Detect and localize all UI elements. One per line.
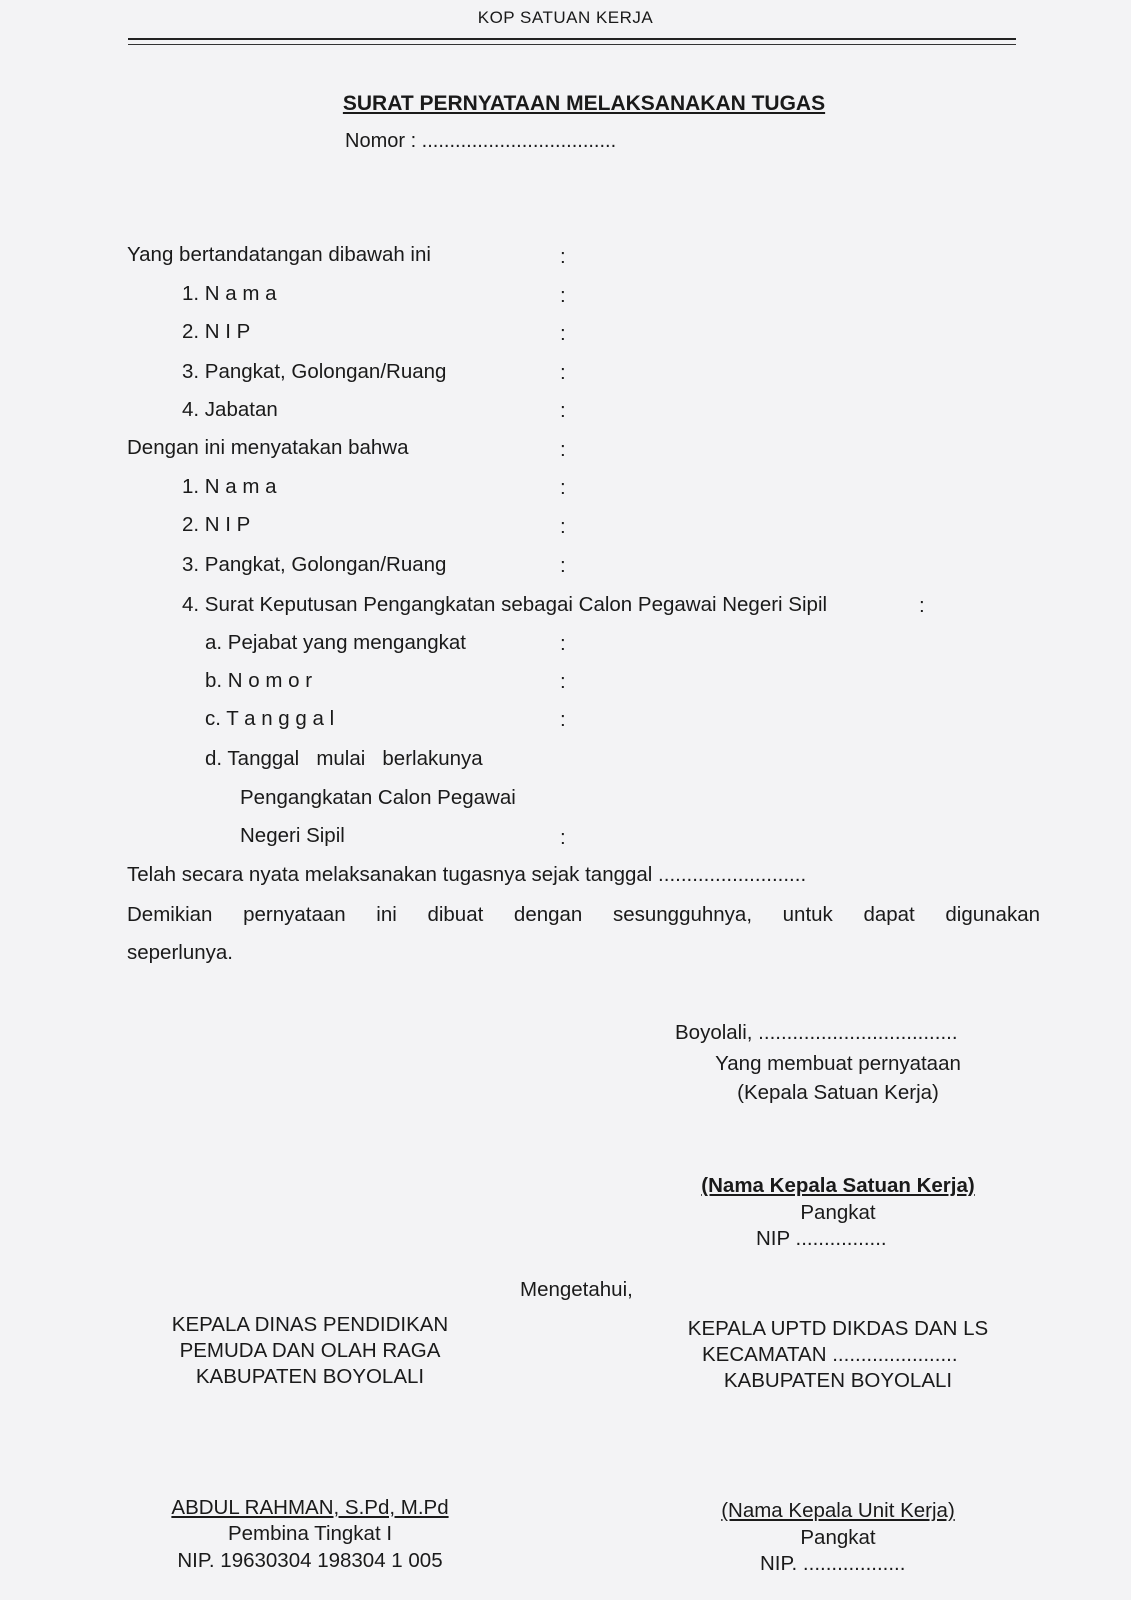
letterhead-rule-thin (128, 44, 1016, 45)
section2-item-nip: 2. N I P (182, 513, 251, 536)
sub-item-start-date: d. Tanggal mulai berlakunya (205, 747, 483, 770)
signer-nip: NIP ................ (756, 1227, 887, 1250)
acknowledged-label: Mengetahui, (520, 1278, 633, 1301)
left-official-line1: KEPALA DINAS PENDIDIKAN (171, 1313, 449, 1336)
colon: : (560, 632, 566, 655)
document-number: Nomor : ................................... (345, 130, 617, 152)
colon: : (560, 361, 566, 384)
signer-role2: (Kepala Satuan Kerja) (737, 1081, 939, 1104)
colon: : (560, 826, 566, 849)
right-official-rank: Pangkat (800, 1526, 876, 1549)
sub-item-start-date-line3: Negeri Sipil (240, 824, 345, 847)
colon: : (560, 554, 566, 577)
statement-text: Telah secara nyata melaksanakan tugasnya sejak tanggal .......................... (127, 863, 807, 886)
colon: : (560, 515, 566, 538)
colon: : (560, 284, 566, 307)
closing-line2: seperlunya. (127, 941, 233, 964)
sub-item-start-date-line2: Pengangkatan Calon Pegawai (240, 786, 516, 809)
sub-item-number: b. N o m o r (205, 669, 313, 692)
left-official-line3: KABUPATEN BOYOLALI (195, 1365, 425, 1388)
section2-item-rank: 3. Pangkat, Golongan/Ruang (182, 553, 447, 576)
section1-item-nip: 2. N I P (182, 320, 251, 343)
left-official-nip: NIP. 19630304 198304 1 005 (177, 1549, 443, 1572)
document-title: SURAT PERNYATAAN MELAKSANAKAN TUGAS (342, 92, 826, 115)
letterhead-rule-thick (128, 38, 1016, 40)
closing-line1: Demikian pernyataan ini dibuat dengan sesungguhnya, untuk dapat digunakan (127, 903, 1040, 926)
colon: : (560, 708, 566, 731)
signer-rank: Pangkat (800, 1201, 876, 1224)
colon: : (560, 245, 566, 268)
signer-role1: Yang membuat pernyataan (715, 1052, 961, 1075)
left-official-rank: Pembina Tingkat I (227, 1522, 393, 1545)
letterhead-text: KOP SATUAN KERJA (477, 8, 654, 27)
section2-item-name: 1. N a m a (182, 475, 277, 498)
colon: : (560, 670, 566, 693)
right-official-line1: KEPALA UPTD DIKDAS DAN LS (687, 1317, 989, 1340)
sub-item-date: c. T a n g g a l (205, 707, 335, 730)
section2-intro: Dengan ini menyatakan bahwa (127, 436, 409, 459)
signer-name: (Nama Kepala Satuan Kerja) (701, 1174, 975, 1197)
section1-item-rank: 3. Pangkat, Golongan/Ruang (182, 360, 447, 383)
colon: : (560, 322, 566, 345)
section1-item-name: 1. N a m a (182, 282, 277, 305)
place-date: Boyolali, ................................... (675, 1021, 958, 1044)
left-official-line2: PEMUDA DAN OLAH RAGA (179, 1339, 441, 1362)
section2-item-decree: 4. Surat Keputusan Pengangkatan sebagai Calon Pegawai Negeri Sipil (182, 593, 828, 616)
section1-item-position: 4. Jabatan (182, 398, 278, 421)
right-official-name: (Nama Kepala Unit Kerja) (721, 1499, 955, 1522)
left-official-name: ABDUL RAHMAN, S.Pd, M.Pd (171, 1496, 449, 1519)
colon: : (919, 594, 925, 617)
colon: : (560, 438, 566, 461)
right-official-nip: NIP. .................. (760, 1552, 906, 1575)
section1-intro: Yang bertandatangan dibawah ini (127, 243, 431, 266)
colon: : (560, 476, 566, 499)
right-official-line2: KECAMATAN ...................... (702, 1343, 958, 1366)
colon: : (560, 399, 566, 422)
sub-item-official: a. Pejabat yang mengangkat (205, 631, 466, 654)
right-official-line3: KABUPATEN BOYOLALI (723, 1369, 953, 1392)
